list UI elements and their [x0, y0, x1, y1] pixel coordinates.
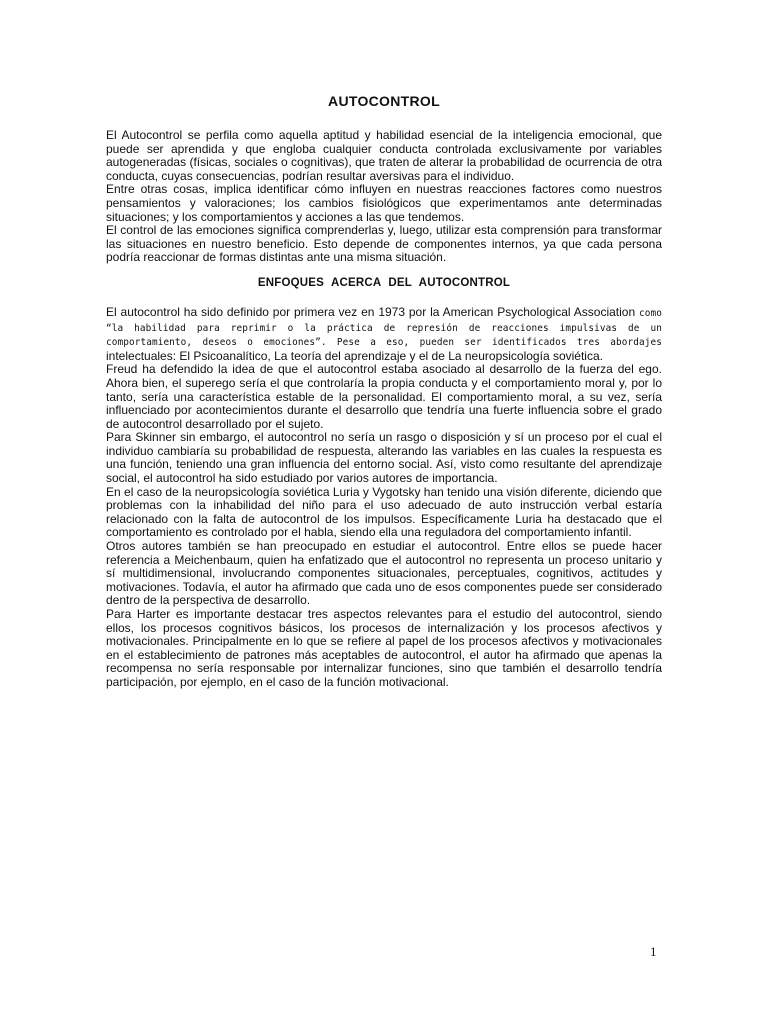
- intro-paragraph-3: El control de las emociones significa comprenderlas y, luego, utilizar esta comprensión para transformar las situaciones en nuestro beneficio. Esto depende de componentes internos, ya que cada persona podría reaccionar de formas distintas ante una misma situación.: [106, 223, 662, 265]
- meichenbaum-paragraph: Otros autores también se han preocupado en estudiar el autocontrol. Entre ellos se puede hacer referencia a Meichenbaum, quien ha enfatizado que el autocontrol no representa un proceso unitario y sí multidimensional, involucrando componentes situacionales, perceptuales, cognitivos, actitudes y motivaciones. Todavía, el autor ha afirmado que cada uno de esos componentes puede ser considerado dentro de la perspectiva de desarrollo.: [106, 539, 662, 608]
- intro-paragraph-2: Entre otras cosas, implica identificar cómo influyen en nuestras reacciones factores como nuestros pensamientos y valoraciones; los cambios fisiológicos que experimentamos ante determinadas situaciones; y los comportamientos y acciones a las que tendemos.: [106, 182, 662, 224]
- harter-paragraph: Para Harter es importante destacar tres aspectos relevantes para el estudio del autocontrol, siendo ellos, los procesos cognitivos básicos, los procesos de internalización y los procesos afectivos y motivacionales. Principalmente en lo que se refiere al papel de los procesos afectivos y motivacionales en el establecimiento de patrones más aceptables de autocontrol, el autor ha afirmado que apenas la recompensa no sería responsable por internalizar funciones, sino que también el desarrollo tendría participación, por ejemplo, en el caso de la función motivacional.: [106, 607, 662, 689]
- definition-quote: como “la habilidad para reprimir o la práctica de represión de reacciones impulsivas de un comportamiento, deseos o emociones”. Pese a eso, pueden ser identificados tres abordajes: [106, 307, 662, 349]
- document-body: [106, 93, 662, 690]
- section-title: ENFOQUES ACERCA DEL AUTOCONTROL: [257, 276, 511, 289]
- page-number: 1: [650, 944, 657, 959]
- skinner-paragraph: Para Skinner sin embargo, el autocontrol no sería un rasgo o disposición y sí un proceso por el cual el individuo cambiaría su probabilidad de respuesta, alterando las variables en las cuales la respuesta es una función, teniendo una gran influencia del entorno social. Así, visto como resultante del aprendizaje social, el autocontrol ha sido estudiado por varios autores de importancia.: [106, 430, 662, 486]
- freud-paragraph: Freud ha defendido la idea de que el autocontrol estaba asociado al desarrollo de la fuerza del ego. Ahora bien, el superego sería el que controlaría la propia conducta y el comportamiento moral y, por lo tanto, sería una característica estable de la personalidad. El comportamiento moral, a su vez, sería influenciado por acontecimientos durante el desarrollo que tendría una fuerte influencia sobre el grado de autocontrol desarrollado por el sujeto.: [106, 362, 662, 431]
- definition-part-3: intelectuales: El Psicoanalítico, La teoría del aprendizaje y el de La neuropsicología soviética.: [106, 348, 603, 363]
- definition-part-1: El autocontrol ha sido definido por primera vez en 1973 por la American Psychological Association: [106, 304, 640, 319]
- intro-paragraph-1: El Autocontrol se perfila como aquella aptitud y habilidad esencial de la inteligencia emocional, que puede ser aprendida y que engloba cualquier conducta controlada exclusivamente por variables autogeneradas (físicas, sociales o cognitivas), que traten de alterar la probabilidad de ocurrencia de otra conducta, cuyas consecuencias, podrían resultar aversivas para el individuo.: [106, 128, 662, 183]
- luria-vygotsky-paragraph: En el caso de la neuropsicología soviética Luria y Vygotsky han tenido una visión diferente, diciendo que problemas con la inhabilidad del niño para el uso adecuado de auto instrucción verbal estaría relacionado con la falta de autocontrol de los impulsos. Específicamente Luria ha destacado que el comportamiento es controlado por el habla, siendo ella una reguladora del comportamiento infantil.: [106, 484, 662, 540]
- document-title: AUTOCONTROL: [328, 93, 440, 109]
- definition-paragraph: [106, 306, 662, 363]
